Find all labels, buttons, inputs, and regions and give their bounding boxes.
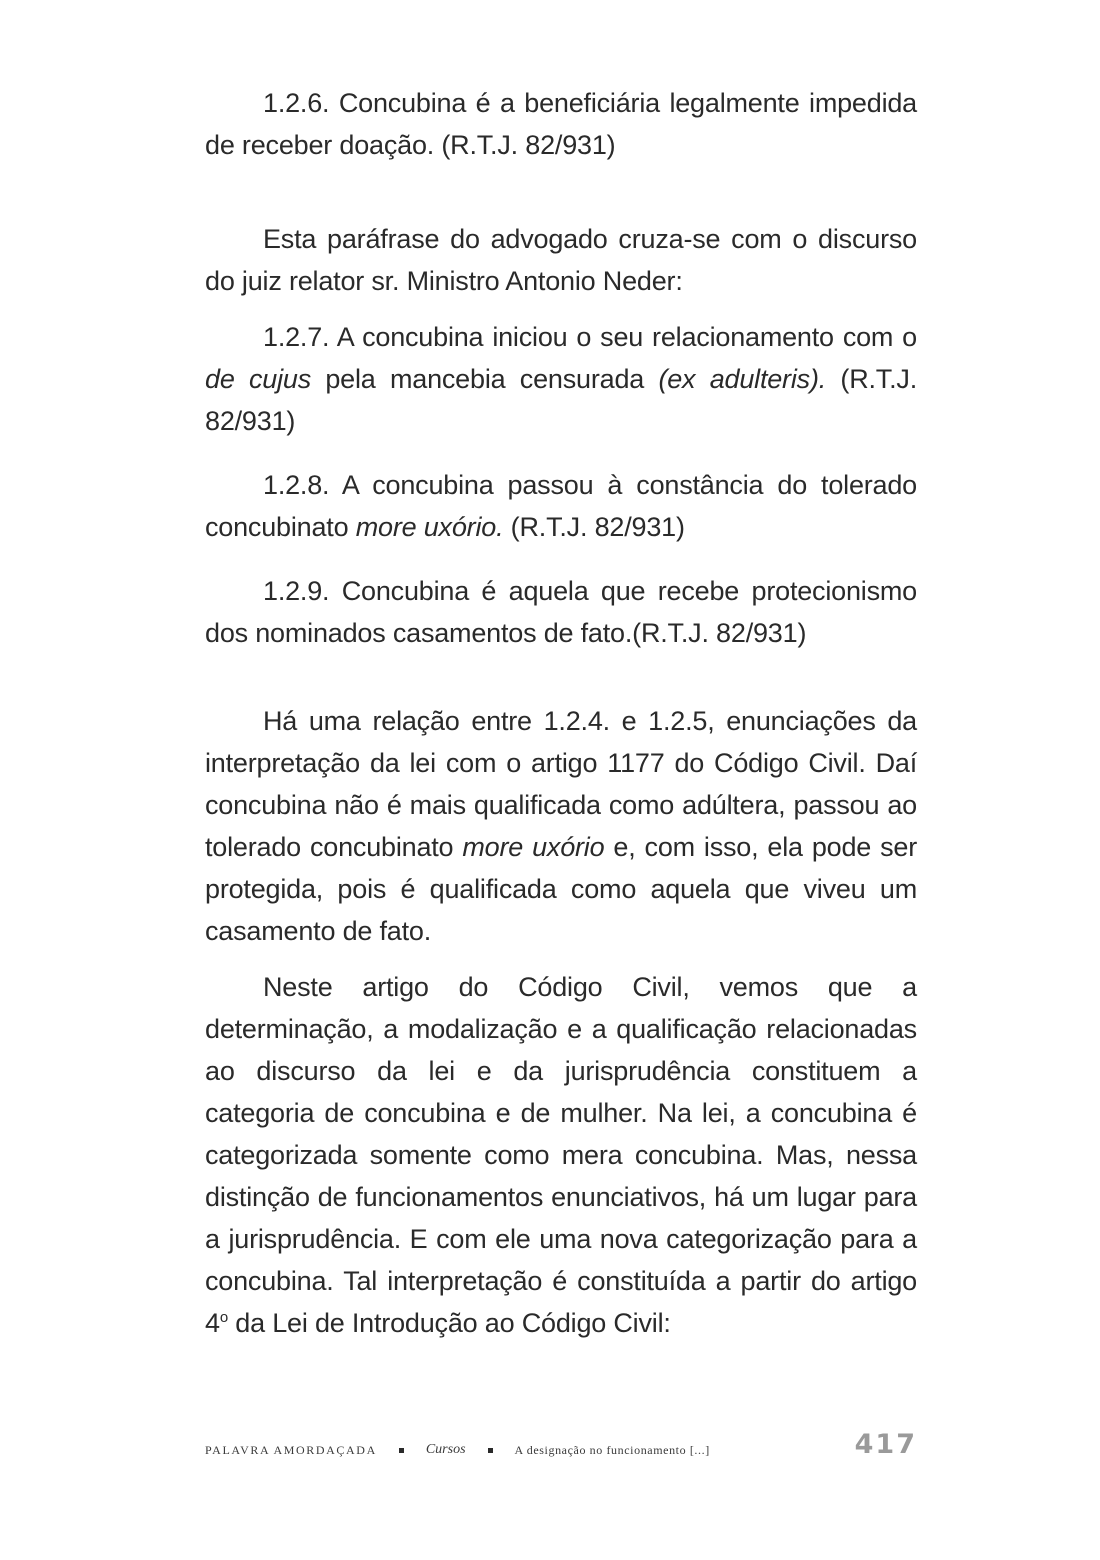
body-paragraph-relation	[205, 700, 917, 952]
statement-italic-more-uxorio: more uxório.	[355, 512, 504, 542]
statement-italic-ex-adulteris: (ex adulteris).	[658, 364, 827, 394]
footer-series-name: Cursos	[425, 1442, 466, 1457]
running-footer	[205, 1418, 917, 1458]
footer-chapter-title: A designação no funcionamento [...]	[514, 1443, 710, 1457]
footer-book-title: PALAVRA AMORDAÇADA	[205, 1443, 377, 1457]
body-paragraph-codigo-civil	[205, 966, 917, 1344]
paragraph-text-a: Há uma relação entre 1.2.4. e 1.2.5, enunciações da interpretação da lei com o artigo 1177 do Código Civil. Daí concubina não é mais qualificada como adúltera, passou ao tolerado concubinato	[205, 706, 917, 862]
paragraph-text-c: e, com isso, ela pode ser protegida, pois é qualificada como aquela que viveu um casamento de fato.	[205, 832, 917, 946]
statement-text-c: pela mancebia censurada	[311, 364, 659, 394]
page-number: 417	[854, 1429, 917, 1460]
statement-text: 1.2.6. Concubina é a beneficiária legalmente impedida de receber doação. (R.T.J. 82/931)	[205, 88, 917, 160]
statement-text-c: (R.T.J. 82/931)	[503, 512, 685, 542]
numbered-statement-1-2-6	[205, 82, 917, 166]
page-body	[205, 82, 917, 1344]
footer-separator-square-icon	[488, 1448, 493, 1453]
statement-italic-de-cujus: de cujus	[205, 364, 312, 394]
paragraph-italic-more-uxorio: more uxório	[462, 832, 605, 862]
statement-text-a: 1.2.7. A concubina iniciou o seu relacionamento com o	[263, 322, 917, 352]
paragraph-text-a: Neste artigo do Código Civil, vemos que a determinação, a modalização e a qualificação relacionadas ao discurso da lei e da jurisprudência constituem a categoria de concubina e de mulher. Na lei, a concubina é categorizada somente como mera concubina. Mas, nessa distinção de funcionamentos enunciativos, há um lugar para a jurisprudência. E com ele uma nova categorização para a concubina. Tal interpretação é constituída a partir do artigo 4	[205, 972, 917, 1338]
numbered-statement-1-2-7	[205, 316, 917, 442]
paragraph-text: Esta paráfrase do advogado cruza-se com o discurso do juiz relator sr. Ministro Antonio Neder:	[205, 224, 917, 296]
footer-separator-square-icon	[399, 1448, 404, 1453]
body-paragraph-paraphrase	[205, 218, 917, 302]
numbered-statement-1-2-8	[205, 464, 917, 548]
paragraph-text-b: da Lei de Introdução ao Código Civil:	[227, 1308, 671, 1338]
statement-text-a: 1.2.8. A concubina passou à constância do tolerado concubinato	[205, 470, 917, 542]
statement-text-e: (R.T.J. 82/931)	[205, 364, 917, 436]
numbered-statement-1-2-9	[205, 570, 917, 654]
statement-text: 1.2.9. Concubina é aquela que recebe protecionismo dos nominados casamentos de fato.(R.T.J. 82/931)	[205, 576, 917, 648]
ordinal-superscript: o	[219, 1309, 228, 1326]
